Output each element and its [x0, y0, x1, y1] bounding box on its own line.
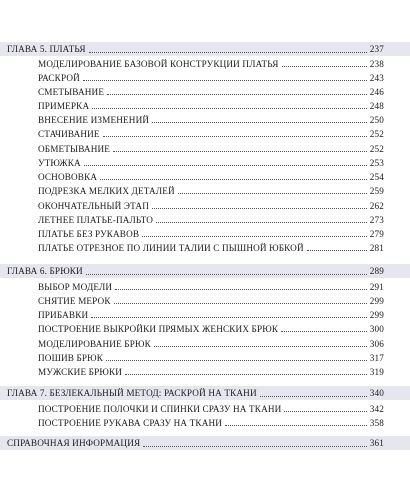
toc-title: ПОСТРОЕНИЕ ПОЛОЧКИ И СПИНКИ СРАЗУ НА ТКАНИ	[38, 404, 282, 414]
leader-dots	[156, 221, 367, 223]
toc-entry	[0, 184, 410, 196]
toc-title: СМЕТЫВАНИЕ	[38, 87, 105, 97]
toc-page-number: 289	[369, 266, 384, 276]
toc-title: РАСКРОЙ	[38, 73, 80, 83]
leader-dots	[114, 302, 367, 304]
toc-page-number: 250	[369, 115, 384, 125]
toc-entry	[0, 308, 410, 320]
leader-dots	[103, 135, 367, 137]
leader-dots	[107, 93, 367, 95]
toc-entry	[0, 241, 410, 253]
leader-dots	[142, 235, 367, 237]
toc-page-number: 237	[369, 44, 384, 54]
toc-entry	[0, 351, 410, 363]
toc-entry	[0, 71, 410, 83]
leader-dots	[284, 410, 366, 412]
toc-page-number: 291	[369, 282, 384, 292]
toc-entry	[0, 156, 410, 168]
leader-dots	[86, 273, 367, 275]
leader-dots	[125, 373, 367, 375]
toc-title: УТЮЖКА	[38, 158, 81, 168]
leader-dots	[178, 192, 367, 194]
toc-page-number: 361	[369, 438, 384, 448]
toc-title: ГЛАВА 5. ПЛАТЬЯ	[7, 44, 86, 54]
toc-page-number: 299	[369, 310, 384, 320]
toc-page-number: 319	[369, 367, 384, 377]
toc-entry	[0, 199, 410, 211]
leader-dots	[92, 107, 367, 109]
leader-dots	[260, 395, 367, 397]
leader-dots	[143, 445, 366, 447]
toc-entry	[0, 365, 410, 377]
toc-chapter	[0, 264, 410, 278]
toc-title: ПРИБАВКИ	[38, 310, 89, 320]
toc-entry	[0, 227, 410, 239]
toc-title: СНЯТИЕ МЕРОК	[38, 296, 111, 306]
toc-title: МУЖСКИЕ БРЮКИ	[38, 367, 123, 377]
leader-dots	[89, 51, 367, 53]
toc-page-number: 252	[369, 129, 384, 139]
toc-page-number: 259	[369, 186, 384, 196]
toc-page-number: 300	[369, 324, 384, 334]
leader-dots	[83, 79, 367, 81]
leader-dots	[115, 288, 367, 290]
toc-page-number: 243	[369, 73, 384, 83]
toc-chapter	[0, 386, 410, 400]
leader-dots	[91, 316, 367, 318]
toc-entry	[0, 280, 410, 292]
toc-title: ВЫБОР МОДЕЛИ	[38, 282, 113, 292]
toc-page-number: 273	[369, 215, 384, 225]
leader-dots	[152, 207, 367, 209]
toc-entry	[0, 142, 410, 154]
toc-page-number: 253	[369, 158, 384, 168]
toc-entry	[0, 127, 410, 139]
toc-page-number: 299	[369, 296, 384, 306]
toc-title: ПЛАТЬЕ ОТРЕЗНОЕ ПО ЛИНИИ ТАЛИИ С ПЫШНОЙ ЮБКОЙ	[38, 243, 304, 253]
toc-title: ПОСТРОЕНИЕ ВЫКРОЙКИ ПРЯМЫХ ЖЕНСКИХ БРЮК	[38, 324, 279, 334]
leader-dots	[100, 178, 367, 180]
toc-page-number: 281	[369, 243, 384, 253]
leader-dots	[307, 249, 367, 251]
toc-entry	[0, 85, 410, 97]
toc-entry	[0, 402, 410, 414]
toc-title: СТАЧИВАНИЕ	[38, 129, 100, 139]
toc-title: ПОСТРОЕНИЕ РУКАВА СРАЗУ НА ТКАНИ	[38, 418, 223, 428]
toc-page-number: 306	[369, 339, 384, 349]
toc-entry	[0, 170, 410, 182]
toc-entry	[0, 57, 410, 69]
toc-page-number: 358	[369, 418, 384, 428]
toc-chapter	[0, 436, 410, 450]
toc-title: ОСНОВОВКА	[38, 172, 98, 182]
leader-dots	[282, 65, 367, 67]
toc-title: ПОШИВ БРЮК	[38, 353, 104, 363]
toc-title: ПРИМЕРКА	[38, 101, 90, 111]
toc-page-number: 238	[369, 59, 384, 69]
toc-title: ПЛАТЬЕ БЕЗ РУКАВОВ	[38, 229, 140, 239]
toc-title: МОДЕЛИРОВАНИЕ БАЗОВОЙ КОНСТРУКЦИИ ПЛАТЬЯ	[38, 59, 279, 69]
toc-title: СПРАВОЧНАЯ ИНФОРМАЦИЯ	[7, 438, 141, 448]
leader-dots	[225, 424, 367, 426]
leader-dots	[84, 164, 367, 166]
toc-page-number: 279	[369, 229, 384, 239]
leader-dots	[281, 330, 367, 332]
toc-entry	[0, 213, 410, 225]
leader-dots	[106, 359, 367, 361]
toc-title: ГЛАВА 6. БРЮКИ	[7, 266, 83, 276]
toc-page-number: 252	[369, 144, 384, 154]
toc-page-number: 248	[369, 101, 384, 111]
toc-title: ОБМЕТЫВАНИЕ	[38, 144, 111, 154]
toc-title: МОДЕЛИРОВАНИЕ БРЮК	[38, 339, 151, 349]
toc-page-number: 342	[369, 404, 384, 414]
toc-entry	[0, 322, 410, 334]
toc-page-number: 317	[369, 353, 384, 363]
toc-chapter	[0, 42, 410, 56]
toc-page-number: 246	[369, 87, 384, 97]
toc-title: ГЛАВА 7. БЕЗЛЕКАЛЬНЫЙ МЕТОД: РАСКРОЙ НА ТКАНИ	[7, 388, 257, 398]
leader-dots	[152, 121, 367, 123]
leader-dots	[154, 345, 367, 347]
toc-title: ПОДРЕЗКА МЕЛКИХ ДЕТАЛЕЙ	[38, 186, 175, 196]
toc-entry	[0, 99, 410, 111]
toc-entry	[0, 294, 410, 306]
toc-page-number: 340	[369, 388, 384, 398]
toc-entry	[0, 337, 410, 349]
toc-title: ЛЕТНЕЕ ПЛАТЬЕ-ПАЛЬТО	[38, 215, 154, 225]
toc-page-number: 262	[369, 201, 384, 211]
toc-title: ОКОНЧАТЕЛЬНЫЙ ЭТАП	[38, 201, 149, 211]
toc-page-number: 254	[369, 172, 384, 182]
toc-entry	[0, 113, 410, 125]
leader-dots	[113, 150, 367, 152]
toc-entry	[0, 416, 410, 428]
toc-title: ВНЕСЕНИЕ ИЗМЕНЕНИЙ	[38, 115, 150, 125]
